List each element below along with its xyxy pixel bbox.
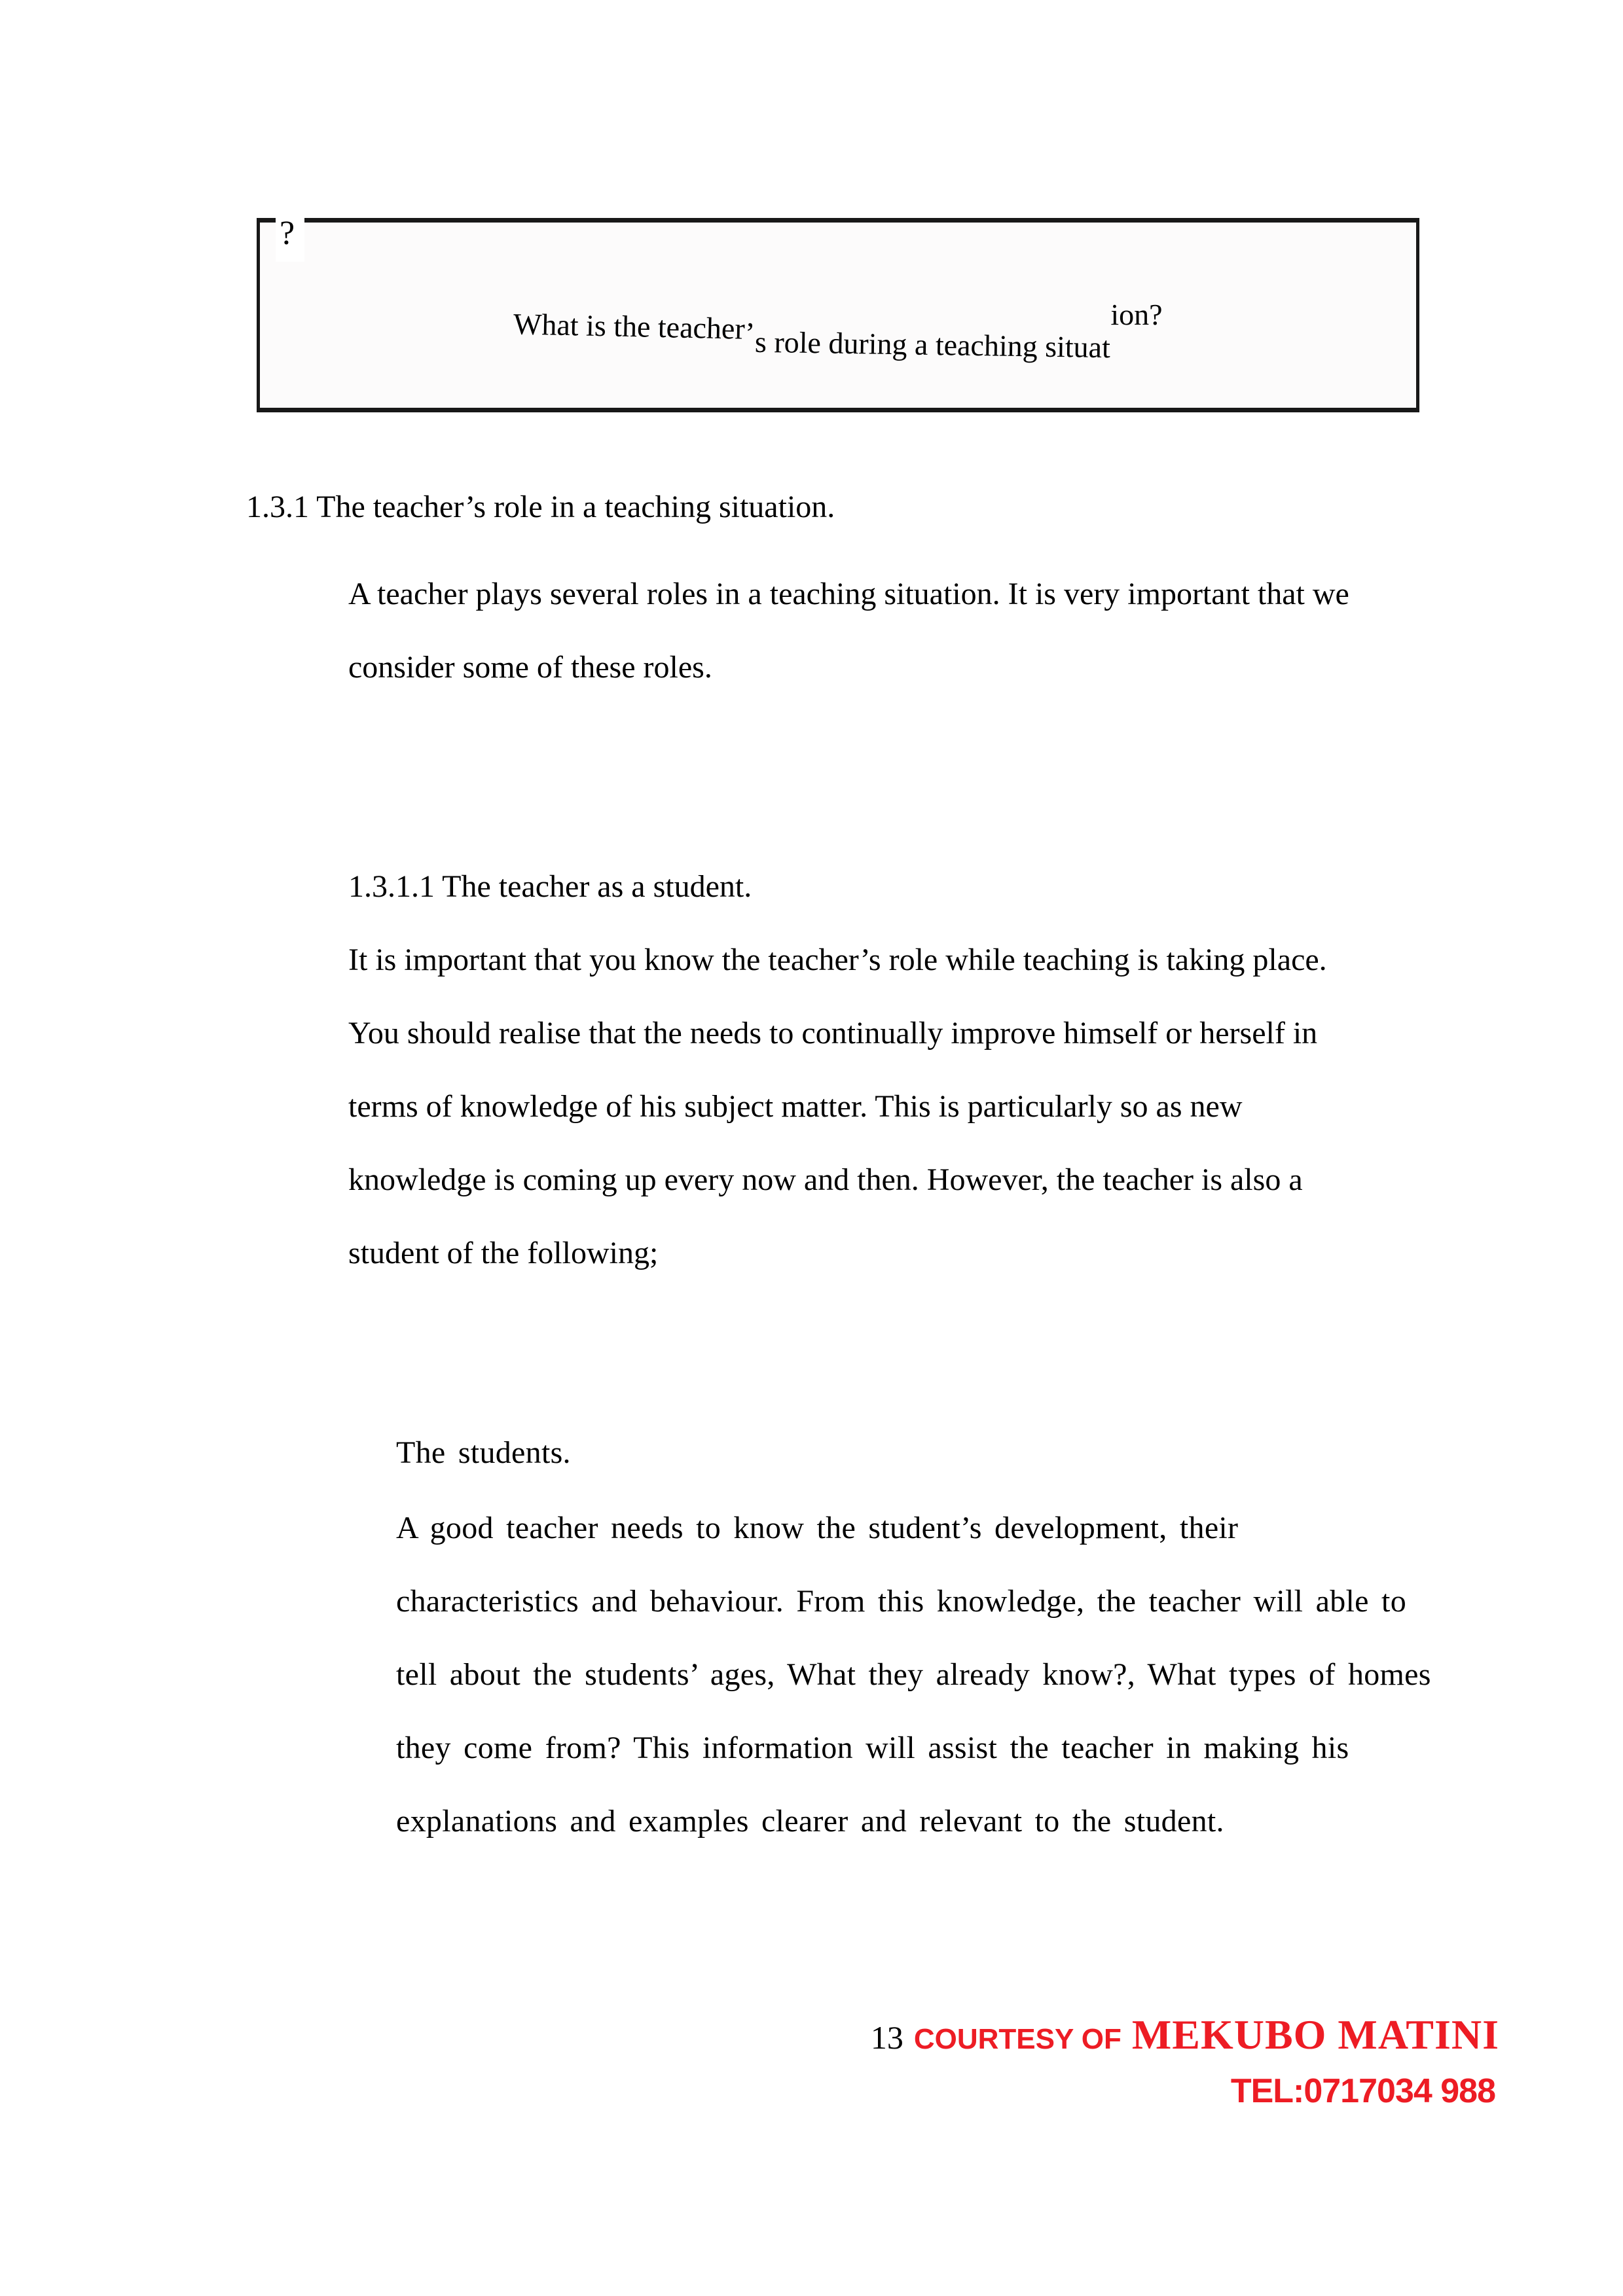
question-mark-patch [276,216,304,262]
paragraph2-line3: terms of knowledge of his subject matter. This is particularly so as new [348,1089,1243,1124]
courtesy-name: MEKUBO MATINI [1131,2011,1499,2058]
paragraph3-line4: they come from? This information will assist the teacher in making his [396,1731,1349,1765]
paragraph1-line2: consider some of these roles. [348,650,712,685]
paragraph2-line4: knowledge is coming up every now and then. However, the teacher is also a [348,1162,1303,1197]
paragraph1-line1: A teacher plays several roles in a teaching situation. It is very important that we [348,577,1349,611]
footer-telephone: TEL:0717034 988 [1230,2072,1495,2110]
question-text-segment-1: What is the teacher [513,307,746,346]
question-text-segment-2: s role during a teaching situat [755,325,1111,365]
question-box [257,215,1419,412]
paragraph3-line2: characteristics and behaviour. From this knowledge, the teacher will able to [396,1584,1406,1619]
page-number: 13 [870,2019,903,2056]
paragraph2-line1: It is important that you know the teacher’s role while teaching is taking place. [348,942,1327,977]
students-title: The students. [396,1435,571,1470]
section-heading: 1.3.1 The teacher’s role in a teaching situation. [246,490,835,524]
subsection-heading: 1.3.1.1 The teacher as a student. [348,869,752,904]
question-box-text [260,298,1416,365]
paragraph2-line5: student of the following; [348,1236,659,1270]
paragraph3-line3: tell about the students’ ages, What they already know?, What types of homes [396,1657,1431,1692]
question-mark: ? [280,215,295,252]
paragraph3-line1: A good teacher needs to know the student’s development, their [396,1511,1239,1545]
question-text-apostrophe: ’ [745,316,756,350]
paragraph3-line5: explanations and examples clearer and relevant to the student. [396,1804,1224,1839]
question-text-segment-3: ion? [1110,298,1163,331]
courtesy-label: COURTESY OF [913,2023,1122,2055]
paragraph2-line2: You should realise that the needs to continually improve himself or herself in [348,1016,1318,1050]
footer-courtesy-line [871,2011,1499,2059]
